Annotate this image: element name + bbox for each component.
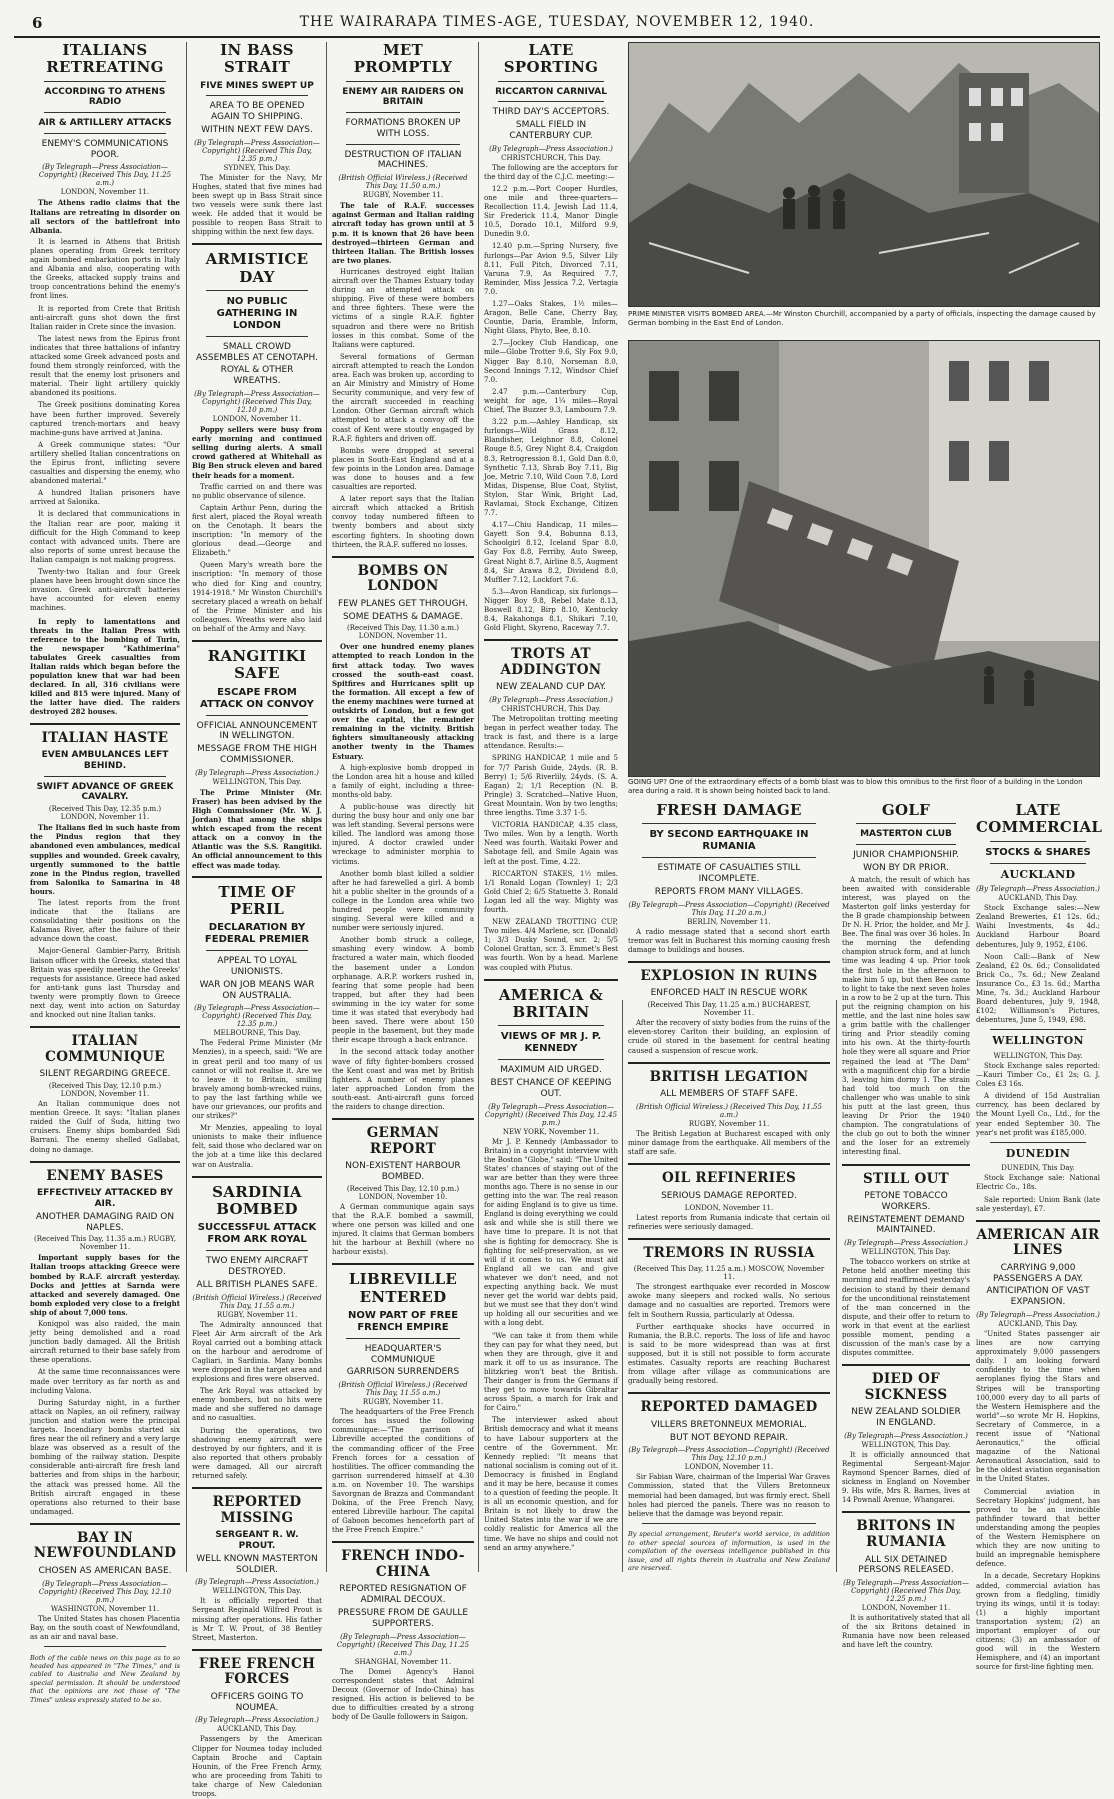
column-3: [332, 41, 474, 1722]
headline: OIL REFINERIES: [661, 1170, 797, 1187]
dateline: CHRISTCHURCH, This Day.: [501, 705, 601, 714]
paragraph: Sale reported: Union Bank (late sale yesterday), £7.: [976, 1195, 1100, 1213]
subheading: ANTICIPATION OF VAST EXPANSION.: [986, 1286, 1090, 1308]
paragraph: Queen Mary's wreath bore the inscription: "In memory of those who died for King and country, 1914-1918." Mr Winston Churchill's secretary placed a wreath on behalf of the Prime Minister and his colleagues. Wreaths were also laid on behalf of the Army and Navy.: [192, 561, 322, 633]
paragraph: The strongest earthquake ever recorded in Moscow awoke many sleepers and rocked walls. No serious damage and no casualties are reported. Tremors were felt in Southern Russia, particularly at Odessa.: [628, 1283, 830, 1319]
credit-line: (By Telegraph—Press Association.): [195, 1578, 319, 1587]
headline: GERMAN REPORT: [366, 1125, 440, 1157]
subheading: PRESSURE FROM DE GAULLE SUPPORTERS.: [337, 1608, 469, 1629]
dateline: LONDON, November 11.: [212, 415, 302, 424]
headline: SARDINIA BOMBED: [212, 1182, 302, 1218]
dateline: (Received This Day, 12.10 p.m.) LONDON, November 11.: [48, 1082, 162, 1099]
headline: FREE FRENCH FORCES: [198, 1655, 316, 1688]
headline: LATE COMMERCIAL: [976, 801, 1103, 837]
paragraph: Twenty-two Italian and four Greek planes have been brought down since the invasion. Greek anti-aircraft batteries have accounted for eleven enemy machines.: [30, 568, 180, 613]
subheading: FEW PLANES GET THROUGH.: [337, 598, 469, 609]
subheading: WON BY DR PRIOR.: [863, 862, 949, 873]
headline: BOMBS ON LONDON: [357, 562, 449, 595]
dateline: BERLIN, November 11.: [687, 917, 771, 926]
subheading: MASTERTON CLUB: [860, 829, 952, 840]
subheading: DECLARATION BY FEDERAL PREMIER: [204, 922, 310, 946]
subheading: NO PUBLIC GATHERING IN LONDON: [216, 295, 298, 331]
subheading: THIRD DAY'S ACCEPTORS.: [492, 107, 610, 118]
subheading: CARRYING 9,000 PASSENGERS A DAY.: [992, 1262, 1084, 1284]
subheading: BEST CHANCE OF KEEPING OUT.: [490, 1077, 612, 1099]
credit-line: (By Telegraph—Press Association—Copyright) (Received This Day, 12.45 p.m.): [484, 1102, 618, 1127]
paragraph: Over one hundred enemy planes attempted to reach London in the first attack today. Two waves crossed the south-east coast. Spitfires and Hurricanes split up the formation. All except a few of the enemy machines were turned at outskirts of London, but a few got over the capital, the remainder remaining in the vicinity. British fighters simultaneously attacking another twenty in the Thames Estuary.: [332, 642, 474, 761]
paragraph: The headquarters of the Free French forces has issued the following communique:—"The garrison of Libreville accepted the conditions of the commanding officer of the Free French forces for a cessation of hostilities. The officer commanding the garrison surrendered himself at 4.30 a.m. on November 10. The warships Savorgnan de Brazza and Commandant Dokina, of the Free French Navy, entered Libreville harbour. The capital of Gaboon becomes henceforth part of the Free French Empire.": [332, 1408, 474, 1535]
paragraph: In a decade, Secretary Hopkins added, commercial aviation has grown from a fledgling, timidly trying its wings, until it is today: (1) a highly important transportation system; (2) an important employer of our citizens; (3) an ambassador of good will in the Western Hemisphere, and (4) an important source for first-line fighting men.: [976, 1572, 1100, 1672]
headline: FRESH DAMAGE: [656, 801, 802, 819]
subheading: SWIFT ADVANCE OF GREEK CAVALRY.: [36, 781, 174, 803]
paragraph: The latest news from the Epirus front indicates that three battalions of infantry attacked some Greek advanced posts and found them strongly reinforced, with the result that the enemy lost prisoners and material. Their light artillery quickly abandoned its positions.: [30, 334, 180, 398]
paragraph: The Italians fled in such haste from the Pindus region that they abandoned even ambulances, medical supplies and wounded. Greek cavalry, urgently summoned to the battle zone in the Pindus region, travelled from Salonika to Samarina in 48 hours.: [30, 823, 180, 896]
dateline: AUCKLAND, This Day.: [998, 894, 1078, 903]
subheading: STOCKS & SHARES: [985, 846, 1091, 858]
dateline: (Received This Day, 12.10 p.m.) LONDON, November 10.: [346, 1184, 460, 1201]
headline: IN BASS STRAIT: [220, 41, 294, 77]
subheading: EVEN AMBULANCES LEFT BEHIND.: [41, 750, 169, 771]
headline: TREMORS IN RUSSIA: [643, 1244, 815, 1261]
subheading: VILLERS BRETONNEUX MEMORIAL.: [650, 1419, 808, 1430]
credit-line: (By Telegraph—Press Association.): [976, 885, 1100, 894]
article-met-promptly: [332, 42, 474, 550]
article-german-report: [332, 1126, 474, 1257]
column-4: [484, 42, 618, 1574]
paragraph: The Domei Agency's Hanoi correspondent states that Admiral Decoux (Governor of Indo-China) has resigned. His action is believed to be due to difficulties created by a strong body of De Gaulle followers in Saigon.: [332, 1667, 474, 1722]
headline: BRITISH LEGATION: [649, 1068, 809, 1085]
headline: AMERICAN AIR LINES: [976, 1226, 1100, 1259]
headline: REPORTED MISSING: [212, 1494, 302, 1526]
paragraph: Major-General Gambier-Parry, British liaison officer with the Greeks, stated that Britain was speedily meeting the Greeks' requests for assistance. Greece had asked for anti-tank guns last Thursday and twenty were promptly flown to Greece next day, went into action on Saturday and knocked out nine Italian tanks.: [30, 947, 181, 1020]
credit-line: (By Telegraph—Press Association—Copyright) (Received This Day, 11.25 a.m.): [336, 1632, 470, 1657]
headline: GOLF: [881, 801, 931, 819]
paragraph: After the recovery of sixty bodies from the ruins of the eleven-storey Carlton their building, an explosion of crude oil stored in the basement for central heating caused a suspension of rescue work.: [628, 1019, 830, 1055]
column-1: [30, 41, 181, 1704]
paragraph: The Prime Minister (Mr. Fraser) has been advised by the High Commissioner (Mr. W. J. Jordan) that among the ships which escaped from the recent attack on a convoy in the Atlantic was the S.S. Rangitiki. An official announcement to this effect was made today.: [192, 787, 322, 870]
subheading: ESCAPE FROM ATTACK ON CONVOY: [200, 686, 314, 710]
subheading: APPEAL TO LOYAL UNIONISTS.: [217, 956, 297, 977]
dateline: NEW YORK, November 11.: [502, 1127, 600, 1136]
paragraph: "United States passenger air lines are now carrying approximately 9,000 passengers daily. I am looking forward confidently to the time when aeroplanes flying the Stars and Stripes will be transporting 100,000 every day to all parts of the Western Hemisphere and the world"—so wrote Mr H. Hopkins, Secretary of Commerce, in a recent issue of "National Aeronautics," the official magazine of the National Aeronautical Association, said to be the oldest aviation organisation in the United States.: [976, 1329, 1100, 1484]
paragraph: Stock Exchange sale: National Electric Co., 18s.: [976, 1174, 1100, 1192]
dateline: WELLINGTON, This Day.: [993, 1052, 1083, 1060]
paragraph: Important supply bases for the Italian troops attacking Greece were bombed by R.A.F. aircraft yesterday. Docks and jetties at Sarnda were attacked and severely damaged. One bomb exploded very close to a freight ship of about 7,000 tons.: [30, 1253, 180, 1317]
column-rule: [326, 42, 327, 1572]
paragraph: At the same time reconnaissances were made over territory as far north as and including Valona.: [30, 1368, 180, 1395]
article-fresh-damage: [628, 802, 830, 955]
column-rule: [836, 1000, 837, 1572]
subheading: FORMATIONS BROKEN UP WITH LOSS.: [345, 118, 461, 139]
subheading: REPORTED RESIGNATION OF ADMIRAL DECOUX.: [339, 1584, 467, 1606]
paragraph: The following are the acceptors for the third day of the C.J.C. meeting:—: [484, 163, 618, 181]
subheading: CHOSEN AS AMERICAN BASE.: [38, 1565, 172, 1576]
paragraph: A German communique again says that the R.A.F. bombed a sawmill, where one person was killed and one injured. It claims that German bombers hit the harbour at Bexhill (where no harbour exists).: [332, 1202, 474, 1257]
paragraph: Bombs were dropped at several places in South-East England and at a few points in the London area. Damage was done to houses and a few casualties are reported.: [332, 446, 474, 492]
subheading: NEW ZEALAND CUP DAY.: [495, 682, 606, 693]
article-late-sporting: [484, 42, 618, 633]
article-explosion-ruins: [628, 969, 830, 1056]
paragraph: The British Legation at Bucharest escaped with only minor damage from the earthquake. All members of the staff are safe.: [628, 1129, 830, 1157]
article-bass-strait: [192, 42, 322, 237]
paragraph: "We can take it from them while they can pay for what they need, but when they are through, give it and mark it off to us as insurance. The blitzkrieg won't beat the British. Their danger is from the Germans if they get to move towards Gibraltar across Spain, a march for Irak and for Cairo.": [484, 1331, 618, 1413]
dateline: AUCKLAND, This Day.: [217, 1725, 297, 1734]
headline: RANGITIKI SAFE: [207, 647, 307, 683]
column-5b: [842, 801, 970, 1650]
paragraph: RICCARTON STAKES, 1½ miles. 1/1 Ronald Logan (Townley) 1; 2/3 Gold Chief 2; 6/5 Statuette 3. Ronald Logan led all the way. Mighty was fourth.: [484, 869, 618, 914]
paragraph: 12.2 p.m.—Port Cooper Hurdles, one mile and three-quarters—Recollection 11.4, Jewish Lad 11.4, Sir Frederick 11.4, Manor Dingle 10.5, Dorado 10.1, Milford 9.9, Dunedin 9.0.: [484, 184, 618, 239]
paragraph: The United States has chosen Placentia Bay, on the south coast of Newfoundland, as an air and naval base.: [30, 1614, 180, 1641]
headline: ENEMY BASES: [46, 1167, 164, 1184]
photo-omnibus-blast: [628, 340, 1100, 777]
subheading: AIR & ARTILLERY ATTACKS: [38, 118, 172, 129]
paragraph: The Greek positions dominating Korea have been further improved. Severely captured trench-mortars and heavy machine-guns have arrived at Janina.: [30, 401, 180, 437]
paragraph: A hundred Italian prisoners have arrived at Salonika.: [30, 489, 180, 507]
article-britons-rumania: [842, 1519, 970, 1650]
credit-line: (By Telegraph—Press Association.): [976, 1310, 1100, 1319]
paragraph: Poppy sellers were busy from early morning and continued selling during alerts. A small crowd gathered at Whitehall as Big Ben struck eleven and bared their heads for a moment.: [192, 425, 322, 480]
article-bombs-on-london: [332, 564, 474, 1112]
dateline: WELLINGTON, This Day.: [861, 1440, 951, 1449]
article-time-of-peril: [192, 884, 322, 1170]
dateline: CHRISTCHURCH, This Day.: [501, 153, 601, 162]
dateline: (Received This Day, 11.25 a.m.) BUCHAREST, November 11.: [647, 1001, 811, 1018]
paragraph: Another bomb blast killed a soldier after he had farewelled a girl. A bomb hit a public shelter in the grounds of a college in the London area while two hundred people were community singing. Several were killed and a number were seriously injured.: [332, 869, 474, 933]
dateline: WELLINGTON, This Day.: [861, 1248, 951, 1257]
paragraph: During Saturday night, in a further attack on Naples, an oil refinery, railway junction and station were the principal targets. Incendiary bombs started six fires near the oil refinery and a very large blaze was observed as a result of the bombing of the railway station. Despite considerable anti-aircraft fire fresh land batteries and from ships in the harbour, the attack was pressed home. All the British aircraft engaged in these operations also returned to their base undamaged.: [30, 1398, 180, 1516]
article-trots-addington: [484, 647, 618, 972]
dateline: (Received This Day, 12.35 p.m.) LONDON, November 11.: [48, 805, 162, 822]
subheading: WELL KNOWN MASTERTON SOLDIER.: [196, 1553, 318, 1575]
paragraph: In the second attack today another wave of fifty fighter-bombers crossed the Kent coast and was met by British fighters. A number of enemy planes later approached London from the south-east. Anti-aircraft guns forced the raiders to change direction.: [332, 1048, 474, 1111]
subheading: ALL SIX DETAINED PERSONS RELEASED.: [858, 1554, 954, 1576]
subheading: SOME DEATHS & DAMAGE.: [342, 611, 464, 622]
dateline: SHANGHAI, November 11.: [354, 1657, 452, 1666]
headline: BRITONS IN RUMANIA: [856, 1518, 956, 1550]
paragraph: The Federal Prime Minister (Mr Menzies), in a speech, said: "We are in great peril and too many of us cannot or will not realise it. Are we to leave it to Britain, smiling bravely among bomb-wrecked ruins, to pay the last farthing while we have our grievances, our profits and our strikes?": [192, 1039, 322, 1121]
headline: ARMISTICE DAY: [205, 250, 309, 286]
paragraph: 2.7—Jockey Club Handicap, one mile—Globe Trotter 9.6, Sly Fox 9.0, Nigger Bay 8.10, Norseman 8.0, Second Innings 7.12, Windsor Chief 7.0.: [484, 339, 618, 384]
dateline: LONDON, November 11.: [684, 1463, 774, 1472]
headline: TROTS AT ADDINGTON: [500, 646, 602, 678]
paragraph: It is learned in Athens that British planes operating from Greek territory again bombed embarkation ports in Italy and Albania and also, cooperating with the Greeks, attacked supply trains and troop concentrations behind the enemy's front lines.: [30, 237, 180, 301]
subheading: DESTRUCTION OF ITALIAN MACHINES.: [344, 149, 462, 171]
article-rangitiki-safe: [192, 648, 322, 870]
subheading: ANOTHER DAMAGING RAID ON NAPLES.: [35, 1211, 175, 1233]
subheading: SMALL FIELD IN CANTERBURY CUP.: [509, 120, 593, 141]
headline: DIED OF SICKNESS: [864, 1371, 948, 1403]
dateline: LONDON, November 11.: [684, 1203, 774, 1212]
paragraph: 3.22 p.m.—Ashley Handicap, six furlongs—Wild Grass 8.12, Blandisher, Leighnor 8.8, Colonel Rouge 8.5, Grey Night 8.4, Craigdon 8.3, Retrogression 8.1, Gold Dan 8.0, Synthetic 7.13, Shrab Boy 7.11, Big Joe, Metric 7.10, Wild Coon 7.8, Lord Midas, Dispense, Blue Coat, Stylist, Stylon, Star Wink, Bright Lad, Ravlamai, Stock Exchange, Citizen 7.7.: [484, 418, 618, 518]
subheading: MESSAGE FROM THE HIGH COMMISSIONER.: [197, 744, 317, 765]
paragraph: The Athens radio claims that the Italians are retreating in disorder on all sectors of the battlefront into Albania.: [30, 198, 180, 235]
dateline: (Received This Day, 11.35 a.m.) RUGBY, November 11.: [34, 1235, 176, 1252]
article-free-french-forces: [192, 1657, 322, 1799]
column-6: [976, 801, 1103, 1672]
dateline: (Received This Day, 11.30 a.m.) LONDON, November 11.: [347, 624, 459, 641]
subheading: SERIOUS DAMAGE REPORTED.: [661, 1190, 797, 1201]
article-british-legation: [628, 1070, 830, 1158]
subheading: FIVE MINES SWEPT UP: [200, 80, 314, 91]
masthead-title: THE WAIRARAPA TIMES-AGE, TUESDAY, NOVEMBER 12, 1940.: [299, 14, 815, 30]
subheading: SERGEANT R. W. PROUT.: [215, 1530, 299, 1551]
article-bay-newfoundland: [30, 1531, 180, 1642]
photo-illustration: [629, 43, 1099, 306]
subheading: NEW ZEALAND SOLDIER IN ENGLAND.: [851, 1407, 961, 1429]
subheading: GARRISON SURRENDERS: [346, 1367, 460, 1378]
paragraph: SPRING HANDICAP, 1 mile and 5 for 7/7 Parish Guide, 24yds. (R. B. Berry) 1; 5/6 Riverlily, 24yds. (S. A. Eagan) 2; 1/1 Reception (N. B. Pringle) 3. Scratched—Native Huon, Great Mountain. Won by two lengths; three lengths. Time 3.37 1-5.: [484, 754, 618, 818]
article-oil-refineries: [628, 1171, 830, 1232]
article-america-britain: [484, 987, 618, 1553]
paragraph: Another bomb struck a college, smashing every window. A bomb fractured a water main, which flooded the basement under a London orphanage. A.R.P. workers rushed in, fearing that some people had been trapped, but after they had been swimming in the icy water for some time it was stated that everybody had been saved. There were about 150 people in the basement, but they made their escape through a back entrance.: [332, 936, 474, 1045]
dateline: LONDON, November 11.: [861, 1604, 951, 1613]
article-armistice-day: [192, 251, 322, 634]
paragraph: Passengers by the American Clipper for Noumea today included Captain Broche and Captain Hounin, of the Free French Army, who are proceeding from Tahiti to take charge of New Caledonian troops.: [192, 1735, 322, 1798]
paragraph: Captain Arthur Penn, during the first alert, placed the Royal wreath on the Cenotaph. It bears the inscription: "In memory of the glorious dead.—George and Elizabeth.": [192, 503, 322, 558]
paragraph: During the operations, two shadowing enemy aircraft were destroyed by our fighters, and it is also reported that others probably were damaged. All our aircraft returned safely.: [192, 1426, 322, 1481]
paragraph: The Ark Royal was attacked by enemy bombers, but no hits were made and she suffered no damage and no casualties.: [192, 1387, 322, 1423]
paragraph: A radio message stated that a second short earth tremor was felt in Bucharest this morning causing fresh damage to buildings and houses.: [628, 927, 830, 954]
photo-churchill-bombed-area: [628, 42, 1100, 307]
article-died-of-sickness: [842, 1372, 970, 1505]
article-french-indo-china: [332, 1549, 474, 1722]
headline: BAY IN NEWFOUNDLAND: [33, 1529, 177, 1562]
article-italian-haste: [30, 731, 180, 1021]
dateline: MELBOURNE, This Day.: [213, 1029, 301, 1038]
paragraph: A later report says that the Italian aircraft which attacked a British convoy today numbered fifteen to twenty bombers and about sixty escorting fighters. In shooting down thirteen, the R.A.F. suffered no losses.: [332, 495, 474, 549]
paragraph: A match, the result of which has been awaited with considerable interest, was played on the Masterton golf links yesterday for the B grade championship between Dr N. H. Prior, the holder, and Mr J. Bee. The final was over 36 holes. In the morning the defending champion struck form, and at lunch time was leading 4 up. Prior took the first hole in the afternoon to make him 5 up, but then Bee came to light to take the next seven holes in a row to be 2 up at the turn. This put the reigning champion on his mettle, and the last nine holes saw a grim battle with the challenger tiring and Prior steadily coming into his own. At the thirty-fourth hole they were all square and Prior regained the lead at "The Dam" with a magnificent chip for a birdie 3, leaving him dormy 1. The strain had told too much on the challenger who was unable to sink his putt at the last green, thus leaving Dr Prior the 1940 champion. The congratulations of the club go out to both the winner and the loser for an extremely interesting final.: [842, 875, 970, 1157]
article-reported-damaged: [628, 1400, 830, 1519]
paragraph: The tobacco workers on strike at Petone held another meeting this morning and reaffirmed yesterday's decision to stand by their demand for the unconditional reinstatement of the man concerned in the dispute, and their offer to return to work in that event at the earliest possible moment, pending a discussion of the man's case by a disputes committee.: [842, 1258, 970, 1358]
subheading: ENEMY AIR RAIDERS ON BRITAIN: [342, 86, 464, 108]
column-5a: [628, 802, 830, 1574]
headline: FRENCH INDO-CHINA: [341, 1548, 465, 1580]
article-enemy-bases: [30, 1169, 180, 1517]
headline: LATE SPORTING: [503, 41, 599, 77]
paragraph: NEW ZEALAND TROTTING CUP, Two miles. 4/4 Marlene, scr. (Donald) 1; 3/3 Dusky Sound, scr. 2; 5/5 Colonel Grattan, scr. 3. Emmet's Best was fourth. Won by a head. Marlene was coupled with Plutus.: [484, 918, 618, 972]
paragraph: Commercial aviation in Secretary Hopkins' judgment, has proved to be an invincible pathfinder toward that better understanding among the peoples of the Western Hemisphere on which they are now uniting to build an impregnable hemisphere defence.: [976, 1487, 1100, 1569]
photo-illustration: [629, 341, 1099, 776]
paragraph: A high-explosive bomb dropped in the London area hit a house and killed a family of eight, including a three-months-old baby.: [332, 763, 474, 799]
dateline: WELLINGTON, This Day.: [212, 1587, 302, 1596]
credit-line: (British Official Wireless.) (Received This Day, 11.50 a.m.): [338, 174, 468, 191]
subheading: SMALL CROWD ASSEMBLES AT CENOTAPH.: [196, 341, 318, 363]
dateline: WASHINGTON, November 11.: [50, 1604, 160, 1613]
article-late-commercial: [976, 801, 1103, 1214]
subheading: ENFORCED HALT IN RESCUE WORK: [650, 988, 808, 999]
paragraph: Mr Menzies, appealing to loyal unionists to make their influence felt, said those who declared war on the job at a time like this declared war on Australia.: [192, 1124, 322, 1169]
credit-line: (By Telegraph—Press Association.): [844, 1239, 968, 1248]
paragraph: Noon Call:—Bank of New Zealand, £2 0s. 6d.; Consolidated Brick Co., 7s. 6d.; New Zealand Insurance Co., £3 1s. 6d.; Martha Mine, 7s. 3d.; Auckland Harbour Board debentures, July 9, 1948, £102; Williamson's Pictures, debentures, June 5, 1949, £98.: [976, 952, 1100, 1025]
paragraph: Sir Fabian Ware, chairman of the Imperial War Graves Commission, stated that the Villers Bretonneux memorial had been damaged, but was firmly erect. Shell holes had pierced the panels. There was no reason to believe that the damage was beyond repair.: [628, 1473, 830, 1518]
dateline: AUCKLAND, This Day.: [998, 1319, 1078, 1328]
headline: EXPLOSION IN RUINS: [640, 967, 818, 984]
subheading: WAR ON JOB MEANS WAR ON AUSTRALIA.: [199, 979, 315, 1001]
subheading: EFFECTIVELY ATTACKED BY AIR.: [36, 1188, 173, 1209]
dateline: DUNEDIN, This Day.: [1001, 1164, 1075, 1173]
subheading: OFFICERS GOING TO NOUMEA.: [210, 1691, 304, 1713]
subheading: MAXIMUM AID URGED.: [500, 1065, 602, 1076]
subheading: REINSTATEMENT DEMAND MAINTAINED.: [847, 1214, 965, 1236]
headline: ITALIANS RETREATING: [46, 41, 164, 77]
credit-line: (By Telegraph—Press Association—Copyright) (Received This Day, 12.10 p.m.): [628, 1446, 830, 1463]
reuters-footnote: By special arrangement, Reuter's world service, in addition to other special sources of information, is used in the compilation of the overseas intelligence published in this issue, and all rights therein in Australia and New Zealand are reserved.: [628, 1530, 830, 1573]
dateline: (Received This Day, 11.25 a.m.) MOSCOW, November 11.: [633, 1265, 825, 1282]
dateline: WELLINGTON, This Day.: [212, 777, 302, 786]
subheading: SUCCESSFUL ATTACK FROM ARK ROYAL: [197, 1222, 317, 1246]
article-reported-missing: [192, 1495, 322, 1643]
subheading: BY SECOND EARTHQUAKE IN RUMANIA: [649, 829, 809, 853]
paragraph: The tale of R.A.F. successes against German and Italian raiding aircraft today has grown until at 5 p.m. it is known that 26 have been destroyed—thirteen German and thirteen Italian. The British losses are two planes.: [332, 201, 474, 265]
subheading: PETONE TOBACCO WORKERS.: [864, 1191, 948, 1212]
credit-line: (By Telegraph—Press Association.): [489, 144, 613, 153]
paragraph: A dividend of 15d Australian currency, has been declared by the Mount Lyell Co., Ltd., for the year ended September 30. The year's net profit was £185,000.: [976, 1092, 1100, 1137]
credit-line: (By Telegraph—Press Association—Copyright) (Received This Day, 12.25 p.m.): [843, 1579, 969, 1604]
paragraph: 4.17—Chiu Handicap, 11 miles—Gayett Son 9.4, Bobunna 8.13, Schoolgirl 8.12, Iceland Spar 8.0, Gay Fox 8.8, Ferriby, Auto Sweep, Great Night 8.7, Airline 8.5, Augment 8.4, Sir Arawa 8.2, Dividend 8.0, Muffler 7.12, Lockfort 7.6.: [484, 521, 618, 584]
paragraph: It is officially reported that Sergeant Reginald Wilfred Prout is missing after operations. His father is Mr T. W. Prout, of 38 Bentley Street, Masterton.: [192, 1597, 322, 1642]
paragraph: Stock Exchange sales reported:—Kauri Timber Co., £1 2s; G. J. Coles £3 16s.: [976, 1062, 1100, 1089]
dateline: RUGBY, November 11.: [216, 1310, 298, 1319]
credit-line: (By Telegraph—Press Association.): [195, 768, 319, 777]
article-still-out: [842, 1172, 970, 1359]
paragraph: It is officially announced that Regimental Sergeant-Major Raymond Spencer Barnes, died of sickness in England on November 9. His wife, Mrs R. Barnes, lives at 14 Pownall Avenue, Whangarei.: [842, 1450, 970, 1505]
credit-line: (By Telegraph—Press Association—Copyright) (Received This Day, 12.35 p.m.): [194, 138, 320, 163]
subheading: ACCORDING TO ATHENS RADIO: [44, 86, 166, 108]
photo-caption: PRIME MINISTER VISITS BOMBED AREA.—Mr Winston Churchill, accompanied by a party of officials, inspecting the damage caused by German bombing in the East End of London.: [628, 310, 1096, 327]
subheading: ROYAL & OTHER WREATHS.: [220, 365, 294, 387]
city-heading: WELLINGTON: [992, 1034, 1084, 1048]
article-tremors-russia: [628, 1246, 830, 1387]
subheading: BUT NOT BEYOND REPAIR.: [669, 1432, 789, 1443]
headline: ITALIAN HASTE: [41, 729, 169, 746]
city-heading: AUCKLAND: [1000, 867, 1076, 881]
paragraph: It is authoritatively stated that all of the six Britons detained in Rumania have now been released and have left the country.: [842, 1614, 970, 1650]
headline: MET PROMPTLY: [353, 41, 453, 77]
subheading: TWO ENEMY AIRCRAFT DESTROYED.: [205, 1256, 309, 1277]
column-rule: [622, 1000, 623, 1572]
subheading: ALL MEMBERS OF STAFF SAFE.: [660, 1089, 798, 1100]
paragraph: It is declared that communications in the Italian rear are poor, making it difficult for the High Command to keep contact with advanced units. There are also reports of some unrest because the Italian campaign is not making progress.: [30, 510, 180, 564]
subheading: HEADQUARTER'S COMMUNIQUE: [364, 1343, 442, 1365]
paragraph: The Minister for the Navy, Mr Hughes, stated that five mines had been swept up in Bass Strait since two vessels were sunk there last week. He added that it would be possible to reopen Bass Strait to shipping within the next few days.: [192, 173, 322, 237]
paragraph: The Admiralty announced that Fleet Air Arm aircraft of the Ark Royal carried out a bombing attack on the harbour and aerodrome of Cagliari, in Sardinia. Many bombs were dropped in the target area and explosions and fires were observed.: [192, 1320, 322, 1384]
column-rule: [186, 42, 187, 1572]
credit-line: (By Telegraph—Press Association—Copyright) (Received This Day, 12.10 p.m.): [38, 1579, 172, 1604]
credit-line: (By Telegraph—Press Association—Copyright) (Received This Day, 11.25 a.m.): [38, 163, 172, 188]
headline: ITALIAN COMMUNIQUE: [45, 1033, 165, 1065]
dateline: SYDNEY, This Day.: [223, 163, 291, 172]
paragraph: It is reported from Crete that British anti-aircraft guns shot down the first Italian raider in Crete since the invasion.: [30, 304, 180, 331]
credit-line: (By Telegraph—Press Association—Copyright) (Received This Day, 11.20 a.m.): [628, 900, 830, 917]
headline: STILL OUT: [862, 1170, 950, 1187]
subheading: SILENT REGARDING GREECE.: [39, 1069, 171, 1080]
subheading: JUNIOR CHAMPIONSHIP.: [853, 850, 959, 861]
copyright-footnote: Both of the cable news on this page as to so headed has appeared in "The Times," and is cabled to Australia and New Zealand by special permission. It should be understood that the opinions are not those of "The Times" unless expressly stated to be so.: [30, 1653, 180, 1704]
paragraph: Traffic carried on and there was no public observance of silence.: [192, 482, 322, 500]
dateline: LONDON, November 11.: [60, 188, 150, 197]
paragraph: 12.40 p.m.—Spring Nursery, five furlongs—Par Avion 9.5, Silver Lily 8.11, Full Pitch, Divorced 7.11, Varuna 7.9, As Required 7.7, Reminder, Miss Jessica 7.2, Vertagia 7.0.: [484, 242, 618, 296]
paragraph: In reply to lamentations and threats in the Italian Press with reference to the bombing of Turin, the newspaper "Kathimerina" tabulates Greek casualties from Italian raids which began before the population knew that war had been declared. In all, 316 civilians were killed and 815 were injured. Many of the latter have died. The raiders destroyed 282 houses.: [30, 616, 180, 717]
paragraph: Mr J. P. Kennedy (Ambassador to Britain) in a copyright interview with the Boston "Globe," said: "The United States' chances of staying out of the war are better than they were three months ago. There is no sense in our getting into the war. The real reason for aiding England is to give us time. England is doing everything we could ask and while she is still there we have time to prepare. It is not that she is fighting for democracy. She is fighting for self-preservation, as we will if it comes to us. We must aid England all we can and give whatever we don't need, and not expecting anything back. We must never get the world war debts paid, but we must see that they don't wind up holding all our securities and we with a long debt.: [484, 1137, 618, 1328]
subheading: REPORTS FROM MANY VILLAGES.: [654, 886, 804, 897]
paragraph: The latest reports from the front indicate that the Italians are consolidating their positions on the Kalamas River, after the failure of their advance down the coast.: [30, 899, 180, 944]
subheading: AREA TO BE OPENED AGAIN TO SHIPPING.: [209, 101, 305, 123]
paragraph: Koniqpol was also raided, the main jetty being demolished and a road junction badly damaged. All the British aircraft returned to their base safely from these operations.: [30, 1319, 180, 1365]
subheading: NOW PART OF FREE FRENCH EMPIRE: [347, 1309, 459, 1333]
paragraph: 2.47 p.m.—Canterbury Cup, weight for age, 1¼ miles—Royal Chief, The Buzzer 9.3, Lambourn 7.9.: [484, 387, 618, 415]
article-libreville-entered: [332, 1271, 474, 1535]
dateline: RUGBY, November 11.: [362, 191, 444, 200]
paragraph: 1.27—Oaks Stakes, 1½ miles—Aragon, Belle Cane, Cherry Bay, Countie, Daria, Eramble, Inform, Night Glass, Phyto, Bee, 8.10.: [484, 300, 618, 336]
credit-line: (By Telegraph—Press Association—Copyright) (Received This Day, 12.35 p.m.): [194, 1004, 320, 1029]
subheading: ENEMY'S COMMUNICATIONS POOR.: [41, 138, 169, 160]
article-sardinia-bombed: [192, 1184, 322, 1481]
headline: AMERICA & BRITAIN: [498, 985, 604, 1021]
credit-line: (By Telegraph—Press Association.): [489, 696, 613, 705]
credit-line: (By Telegraph—Press Association.): [195, 1716, 319, 1725]
page-number: 6: [32, 14, 43, 32]
credit-line: (By Telegraph—Press Association—Copyright) (Received This Day, 12.10 p.m.): [194, 390, 320, 415]
paragraph: The Metropolitan trotting meeting began in perfect weather today. The track is fast, and there is a large attendance. Results:—: [484, 715, 618, 751]
paragraph: A Greek communique states: "Our artillery shelled Italian concentrations on the Epirus front, inflicting severe casualties and dispersing the enemy, who abandoned material.": [30, 440, 180, 486]
paragraph: 5.3—Avon Handicap, six furlongs—Nigger Boy 9.8, Rebel Mate 8.13, Boswell 8.12, Birp 8.10, Kentucky 8.4, Rakahonga 8.1, Shikari 7.10, Gold Flight, Skyreno, Raceway 7.7.: [484, 587, 618, 633]
subheading: VIEWS OF MR J. P. KENNEDY: [500, 1031, 602, 1055]
credit-line: (British Official Wireless.) (Received This Day, 11.55 a.m.): [636, 1102, 822, 1119]
column-2: [192, 41, 322, 1798]
headline: LIBREVILLE ENTERED: [348, 1270, 458, 1306]
dateline: RUGBY, November 11.: [688, 1119, 770, 1128]
paragraph: Stock Exchange sales:—New Zealand Breweries, £1 12s. 6d.; Waihi Investments, 4s 4d.; Auckland Harbour Board debentures, July 9, 1952, £106.: [976, 904, 1100, 949]
credit-line: (British Official Wireless.) (Received This Day, 11.55 a.m.): [338, 1381, 468, 1398]
credit-line: (By Telegraph—Press Association.): [844, 1431, 968, 1440]
paragraph: Several formations of German aircraft attempted to reach the London area. Each was broken up, according to an Air Ministry and Ministry of Home Security communique, and very few of the aircraft succeeded in reaching London. Other German aircraft which attempted to attack a convoy off the coast of Kent were stoutly engaged by R.A.F. fighters and driven off.: [332, 352, 474, 443]
headline: TIME OF PERIL: [218, 882, 296, 918]
paragraph: Hurricanes destroyed eight Italian aircraft over the Thames Estuary today during an attempted attack on shipping. Five of these were bombers and three fighters. These were the victims of a single R.A.F. fighter squadron and there were no British losses in this combat. Some of the Italians were captured.: [332, 267, 474, 349]
article-italian-communique: [30, 1034, 180, 1154]
credit-line: (British Official Wireless.) (Received This Day, 11.55 a.m.): [192, 1293, 322, 1310]
city-heading: DUNEDIN: [1005, 1146, 1071, 1160]
article-italians-retreating: [30, 42, 180, 717]
subheading: OFFICIAL ANNOUNCEMENT IN WELLINGTON.: [196, 720, 318, 742]
photo-caption: GOING UP? One of the extraordinary effects of a bomb blast was to blow this omnibus to the first floor of a building in the London area during a raid. It is shown being hoisted back to land.: [628, 778, 1083, 795]
masthead: [14, 6, 1100, 38]
paragraph: Latest reports from Rumania indicate that certain oil refineries were seriously damaged.: [628, 1213, 830, 1231]
headline: REPORTED DAMAGED: [640, 1399, 818, 1416]
paragraph: The interviewer asked about British democracy and what it means to have Labour supporters at the centre of the Government. Mr. Kennedy replied: "It means that national socialism is coming out of it. Democracy is finished in England and it may be here, because it comes to a question of feeding the people. It is all an economic question, and for Britain is not likely to draw the United States into the war if we are coldly realistic for America all the time. We have no ships and could not send an army anywhere.": [484, 1416, 618, 1552]
paragraph: An Italian communique does not mention Greece. It says: "Italian planes raided the Gulf of Suda, hitting two cruisers. Enemy ships bombarded Sidi Barrani. The enemy shelled Gallabat, doing no damage.: [30, 1100, 180, 1154]
paragraph: A public-house was directly hit during the busy hour and only one bar was left standing. Several persons were killed. The landlord was among those injured. A doctor crawled under wreckage to administer morphia to victims.: [332, 802, 474, 866]
subheading: NON-EXISTENT HARBOUR BOMBED.: [345, 1161, 461, 1182]
subheading: RICCARTON CARNIVAL: [495, 86, 607, 97]
column-rule: [478, 42, 479, 1572]
paragraph: VICTORIA HANDICAP, 4.35 class, Two miles. Won by a length. Worth Need was fourth. Waitaki Power and Sabotage fell, and Smile Again was left at the post. Time, 4.22.: [484, 821, 618, 866]
article-golf: [842, 802, 970, 1158]
subheading: ESTIMATE OF CASUALTIES STILL INCOMPLETE.: [657, 863, 801, 885]
subheading: WITHIN NEXT FEW DAYS.: [201, 124, 313, 135]
subheading: ALL BRITISH PLANES SAFE.: [196, 1279, 318, 1290]
dateline: RUGBY, November 11.: [362, 1398, 444, 1407]
article-american-air-lines: [976, 1228, 1100, 1673]
paragraph: Further earthquake shocks have occurred in Rumania, the B.B.C. reports. The loss of life and havoc is said to be more widespread than was at first supposed, but it is still not possible to form accurate estimates. Casualty reports are reaching Bucharest from village after village as communications are gradually being restored.: [628, 1322, 830, 1386]
